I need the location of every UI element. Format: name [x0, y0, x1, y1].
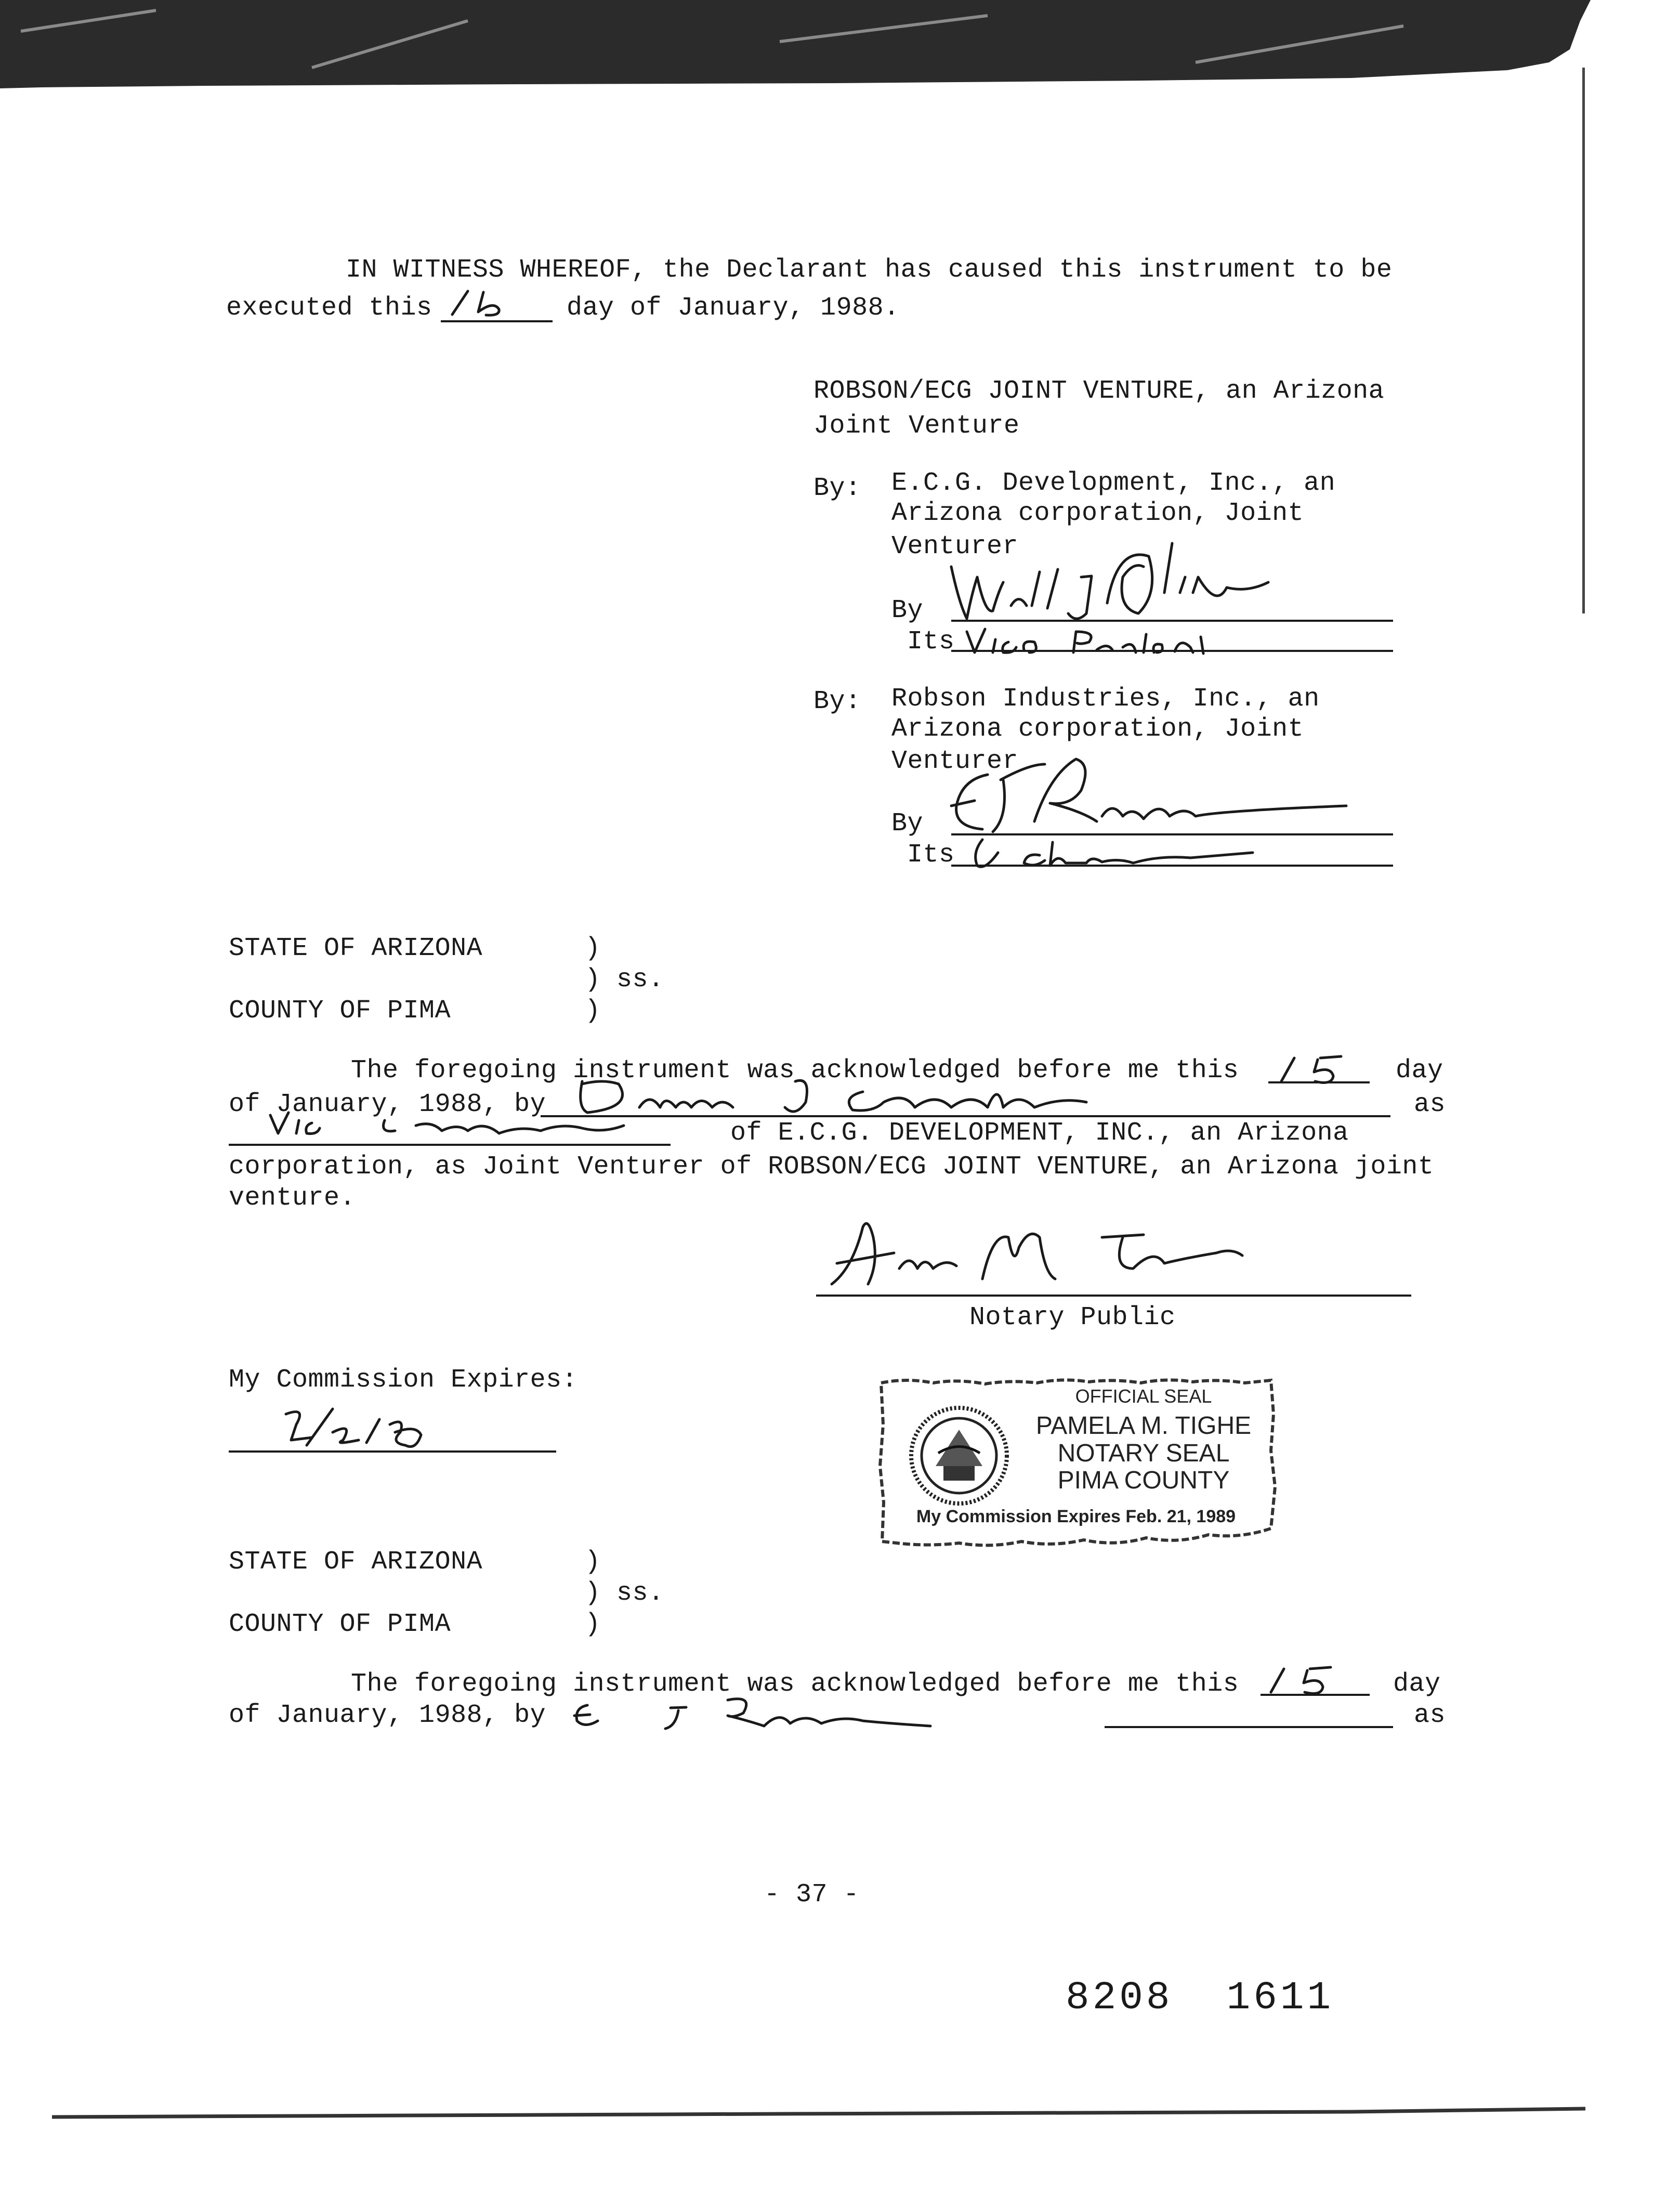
witness-line-2b: day of January, 1988.	[567, 293, 900, 323]
ack1-line-3b: of E.C.G. DEVELOPMENT, INC., an Arizona	[730, 1118, 1349, 1148]
venue1-county: COUNTY OF PIMA	[229, 996, 451, 1026]
entity-line-1: ROBSON/ECG JOINT VENTURE, an Arizona	[813, 376, 1385, 406]
ack1-title-handwriting	[260, 1105, 634, 1141]
seal-line-1: OFFICIAL SEAL	[1075, 1385, 1212, 1407]
signer1-name-line-3: Venturer	[891, 532, 1019, 561]
signer2-sig-by: By	[891, 809, 924, 839]
signer2-sig-its: Its	[907, 840, 955, 870]
ack1-line-4: corporation, as Joint Venturer of ROBSON/ECG JOINT VENTURE, an Arizona joint	[229, 1152, 1434, 1182]
scan-top-edge	[0, 0, 1680, 91]
commission-label: My Commission Expires:	[229, 1365, 578, 1395]
ack2-day-handwriting	[1263, 1661, 1346, 1703]
venue1-state: STATE OF ARIZONA	[229, 934, 483, 963]
ack2-name-handwriting	[567, 1690, 941, 1736]
venue1-paren-3: )	[585, 996, 601, 1026]
ack2-line-1a: The foregoing instrument was acknowledged before me this	[351, 1669, 1239, 1699]
signer2-name-line-2: Arizona corporation, Joint	[891, 714, 1304, 744]
notary-label: Notary Public	[969, 1303, 1176, 1332]
ack1-line-2b: as	[1414, 1090, 1446, 1119]
ack1-line-5: venture.	[229, 1183, 356, 1213]
ack1-day-rule	[1268, 1081, 1370, 1083]
seal-line-4: PIMA COUNTY	[1057, 1467, 1230, 1494]
notary-seal-emblem	[907, 1404, 1011, 1508]
venue2-paren-3: )	[585, 1610, 601, 1639]
ack1-line-1b: day	[1396, 1056, 1443, 1086]
ack1-title-rule	[229, 1144, 671, 1146]
ack1-line-2a: of January, 1988, by	[229, 1090, 546, 1119]
venue2-paren-1: )	[585, 1547, 601, 1577]
commission-date-handwriting	[275, 1404, 442, 1450]
ack2-line-2a: of January, 1988, by	[229, 1701, 546, 1730]
signer2-title-handwriting	[962, 832, 1274, 873]
signer1-title-handwriting	[956, 621, 1248, 663]
signer2-by-label: By:	[813, 687, 861, 716]
signer1-sig-by: By	[891, 596, 924, 625]
witness-day-rule	[441, 320, 553, 322]
scan-right-edge	[1582, 68, 1585, 613]
ack2-line-2b: as	[1414, 1701, 1446, 1730]
witness-day-handwriting	[442, 281, 546, 322]
signer1-name-line-1: E.C.G. Development, Inc., an	[891, 468, 1336, 498]
seal-line-5: My Commission Expires Feb. 21, 1989	[916, 1507, 1236, 1526]
ack2-line-1b: day	[1393, 1669, 1441, 1699]
venue1-paren-1: )	[585, 934, 601, 963]
document-number: 8208 1611	[1066, 1976, 1334, 2020]
notary-signature-rule	[816, 1295, 1411, 1297]
signer2-name-line-1: Robson Industries, Inc., an	[891, 684, 1320, 714]
seal-line-2: PAMELA M. TIGHE	[1035, 1412, 1252, 1440]
ack1-line-1a: The foregoing instrument was acknowledged before me this	[351, 1056, 1239, 1086]
witness-line-2a: executed this	[226, 293, 432, 323]
signer1-signature	[936, 515, 1300, 639]
seal-line-3: NOTARY SEAL	[1057, 1440, 1230, 1467]
page-number: - 37 -	[764, 1880, 860, 1910]
signer1-by-label: By:	[813, 474, 861, 503]
signer2-name-line-3: Venturer	[891, 747, 1019, 776]
entity-line-2: Joint Venture	[813, 411, 1020, 441]
venue1-paren-2: ) ss.	[585, 965, 664, 995]
ack2-day-rule	[1261, 1694, 1370, 1696]
venue2-county: COUNTY OF PIMA	[229, 1610, 451, 1639]
witness-line-1: IN WITNESS WHEREOF, the Declarant has caused this instrument to be	[346, 255, 1393, 285]
scan-bottom-edge	[0, 2100, 1680, 2121]
venue2-paren-2: ) ss.	[585, 1578, 664, 1608]
signer1-sig-its: Its	[907, 627, 955, 657]
notary-signature	[821, 1206, 1248, 1295]
commission-date-rule	[229, 1450, 556, 1453]
venue2-state: STATE OF ARIZONA	[229, 1547, 483, 1577]
signer1-name-line-2: Arizona corporation, Joint	[891, 499, 1304, 528]
ack1-day-handwriting	[1274, 1050, 1357, 1092]
ack1-name-rule	[541, 1115, 1390, 1117]
ack2-as-rule	[1105, 1726, 1393, 1728]
